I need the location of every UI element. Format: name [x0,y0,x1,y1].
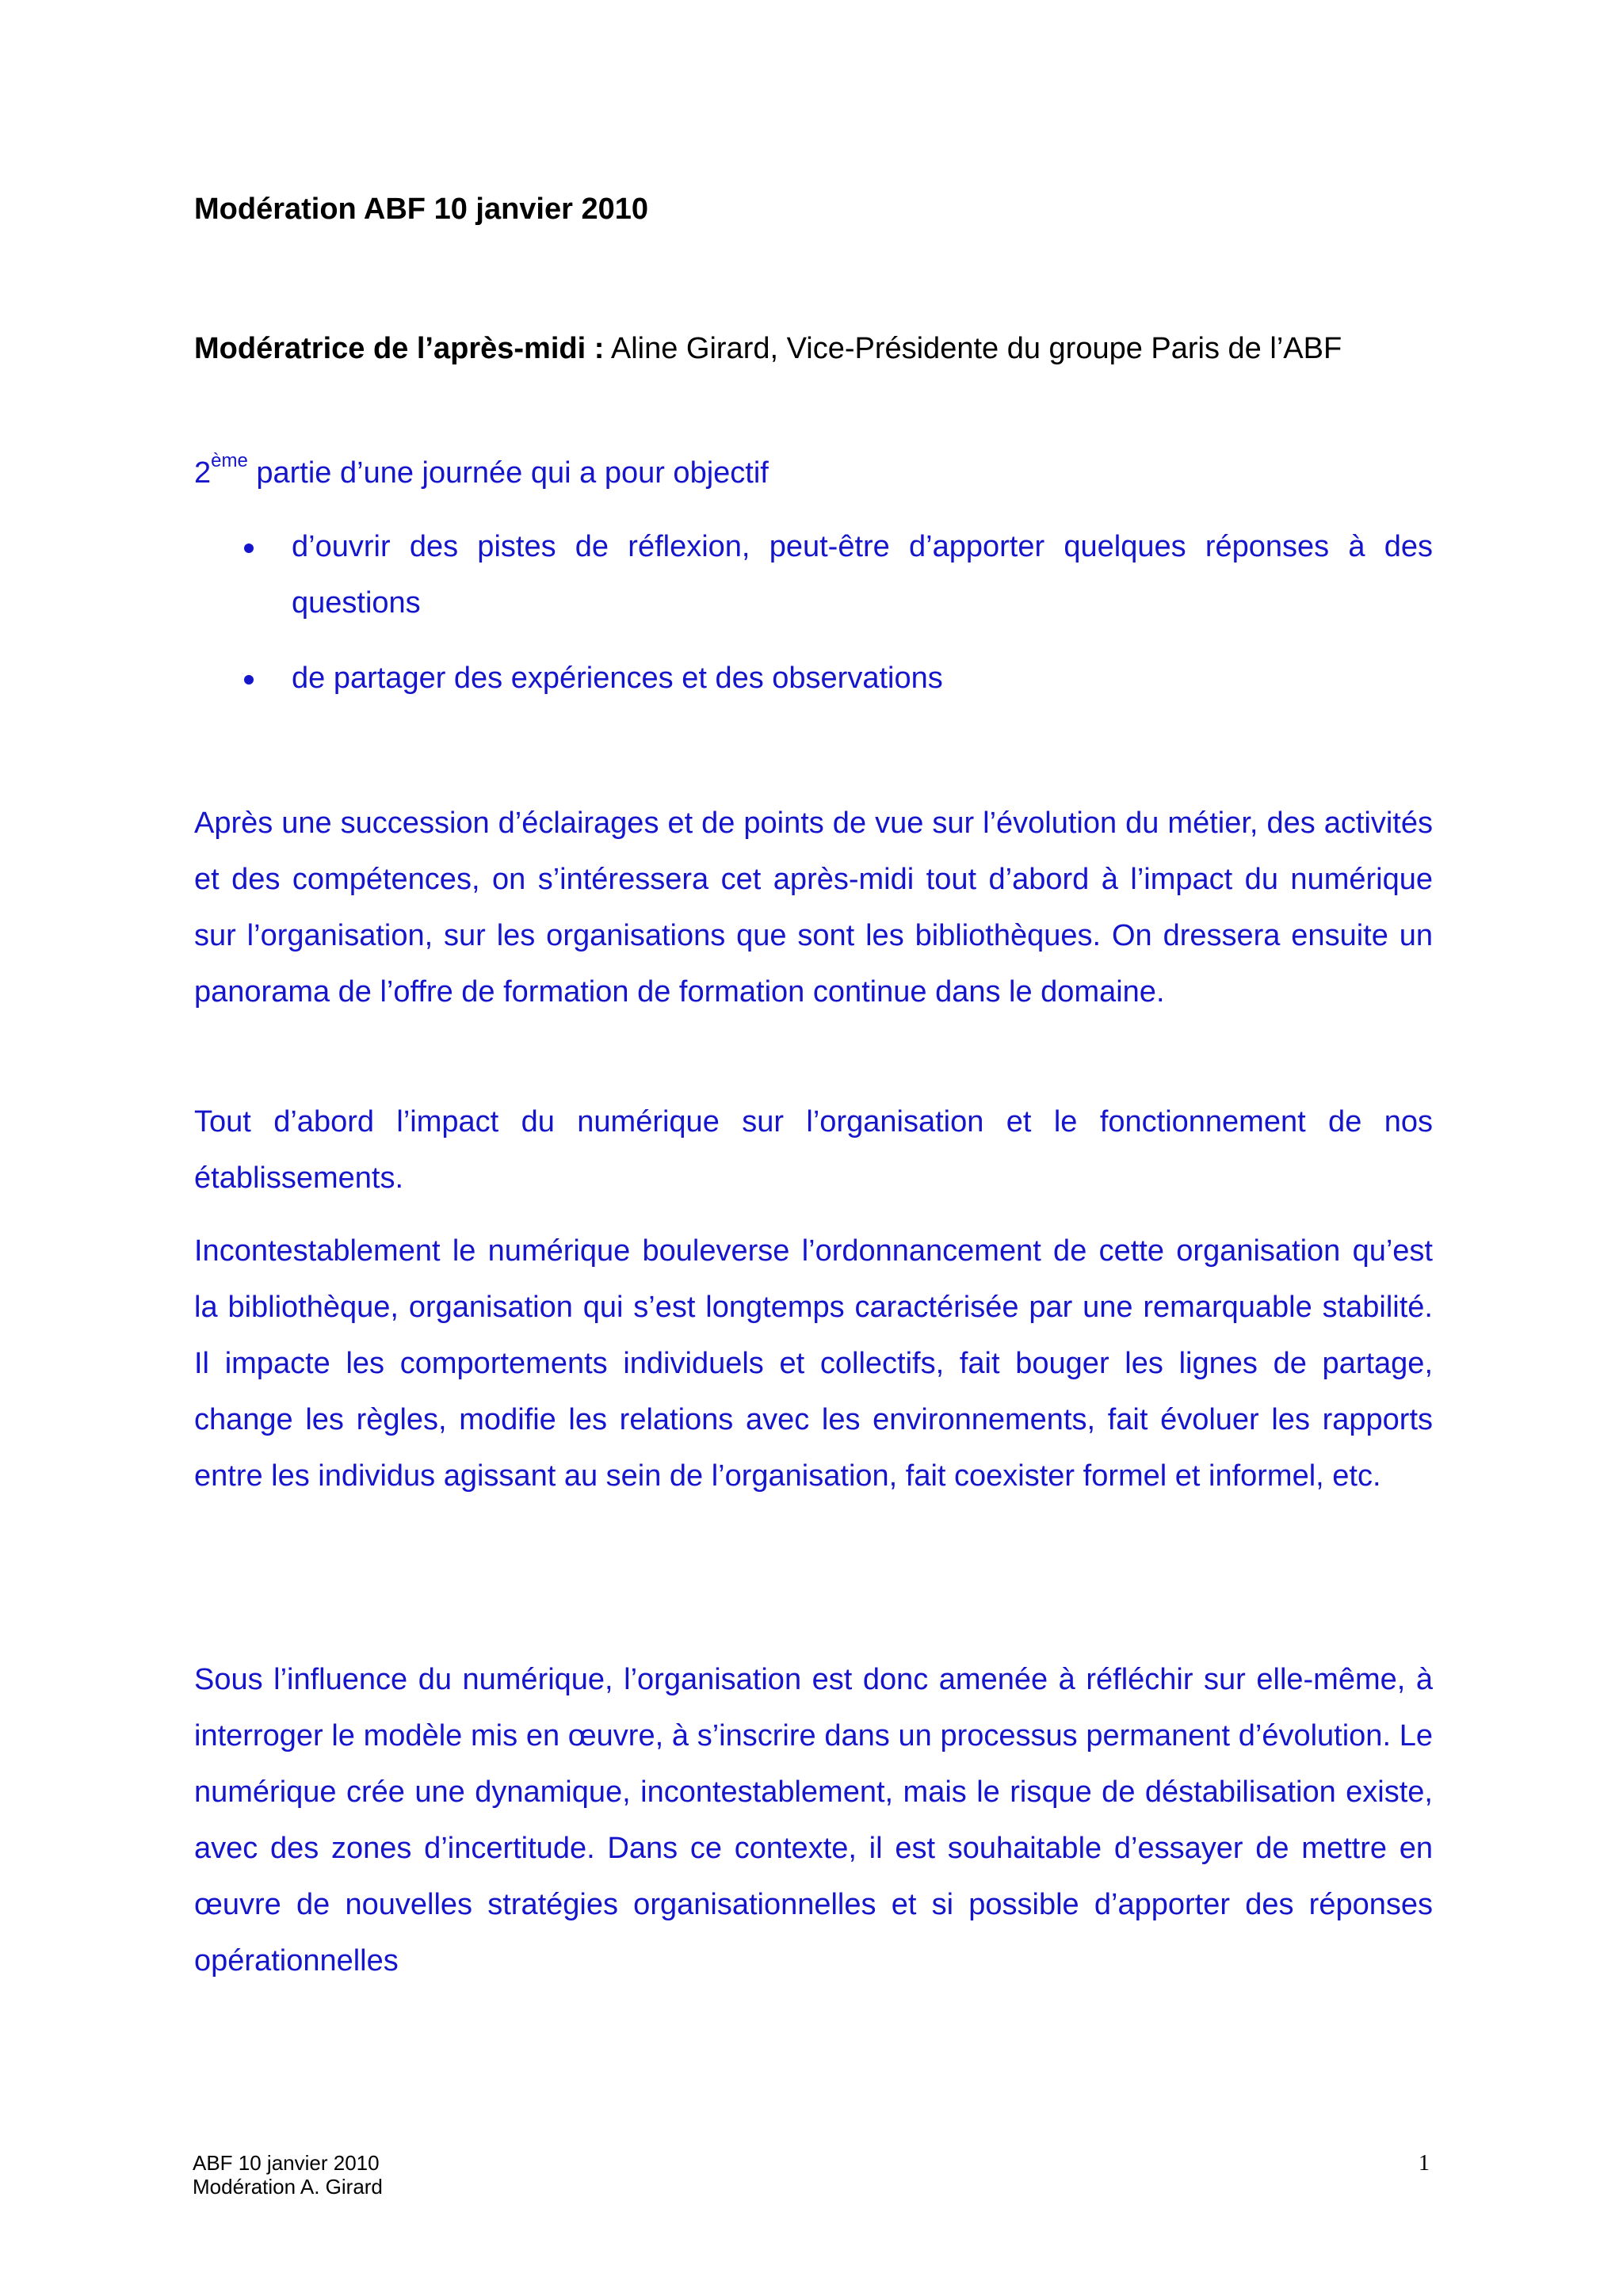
document-title: Modération ABF 10 janvier 2010 [194,193,649,226]
moderatrice-line [194,321,1433,377]
footer-info [193,2151,383,2199]
intro-superscript: ème [211,450,248,471]
moderatrice-text: Aline Girard, Vice-Présidente du groupe Paris de l’ABF [610,332,1342,365]
list-item-text: d’ouvrir des pistes de réflexion, peut-être d’apporter quelques réponses à des questions [292,530,1433,620]
paragraph-4: Sous l’influence du numérique, l’organisation est donc amenée à réfléchir sur elle-même, à interroger le modèle mis en œuvre, à s’inscrire dans un processus permanent d’évolution. Le numérique crée une dynamique, incontestablement, mais le risque de déstabilisation existe, avec des zones d’incertitude. Dans ce contexte, il est souhaitable d’essayer de mettre en œuvre de nouvelles stratégies organisationnelles et si possible d’apporter des réponses opérationnelles [194,1663,1433,1978]
footer-line-1: ABF 10 janvier 2010 [193,2151,380,2175]
paragraph-3: Incontestablement le numérique bouleverse l’ordonnancement de cette organisation qu’est la bibliothèque, organisation qui s’est longtemps caractérisée par une remarquable stabilité. Il impacte les comportements individuels et collectifs, fait bouger les lignes de partage, change les règles, modifie les relations avec les environnements, fait évoluer les rapports entre les individus agissant au sein de l’organisation, fait coexister formel et informel, etc. [194,1234,1433,1493]
list-item [194,650,1433,707]
intro-prefix: 2 [194,456,212,490]
page-number: 1 [1419,2151,1430,2176]
bullet-icon [244,543,254,553]
paragraph-2: Tout d’abord l’impact du numérique sur l’organisation et le fonctionnement de nos établissements. [194,1105,1433,1195]
list-item [194,519,1433,631]
footer-line-2: Modération A. Girard [193,2175,383,2199]
list-item-text: de partager des expériences et des observations [292,662,943,695]
bullet-icon [244,675,254,685]
intro-text: partie d’une journée qui a pour objectif [247,456,769,490]
intro-line [194,445,769,502]
objectives-list [194,519,1433,726]
moderatrice-label: Modératrice de l’après-midi : [194,332,605,365]
paragraph-1: Après une succession d’éclairages et de points de vue sur l’évolution du métier, des activités et des compétences, on s’intéressera cet après-midi tout d’abord à l’impact du numérique sur l’organisation, sur les organisations que sont les bibliothèques. On dressera ensuite un panorama de l’offre de formation de formation continue dans le domaine. [194,807,1433,1009]
